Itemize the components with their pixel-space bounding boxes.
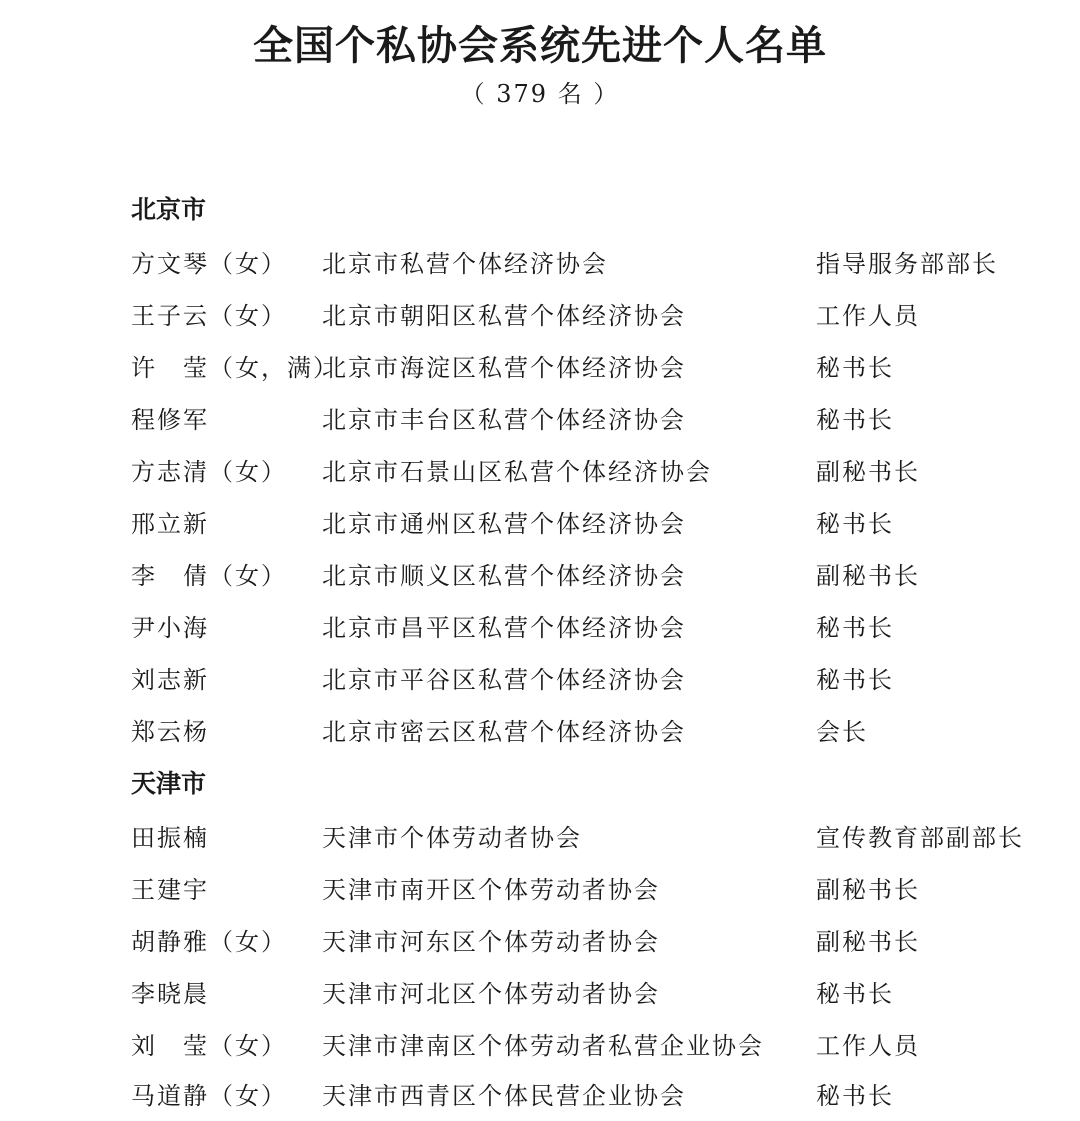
list-row [0, 556, 1080, 596]
position: 秘书长 [816, 614, 894, 642]
person-name: 刘 莹（女） [131, 1032, 287, 1060]
organization: 天津市津南区个体劳动者私营企业协会 [322, 1032, 764, 1060]
person-name: 尹小海 [131, 614, 209, 642]
page-subtitle: （ 379 名 ） [460, 80, 620, 108]
list-row [0, 452, 1080, 492]
list-row [0, 818, 1080, 858]
position: 副秘书长 [816, 562, 920, 590]
organization: 北京市私营个体经济协会 [322, 250, 608, 278]
position: 秘书长 [816, 666, 894, 694]
list-row [0, 608, 1080, 648]
section-heading-tianjin: 天津市 [131, 769, 207, 798]
list-row [0, 1076, 1080, 1116]
list-row [0, 296, 1080, 336]
list-row [0, 922, 1080, 962]
organization: 北京市丰台区私营个体经济协会 [322, 406, 686, 434]
list-row [0, 974, 1080, 1014]
person-name: 李晓晨 [131, 980, 209, 1008]
position: 会长 [816, 718, 868, 746]
organization: 北京市通州区私营个体经济协会 [322, 510, 686, 538]
person-name: 程修军 [131, 406, 209, 434]
organization: 天津市南开区个体劳动者协会 [322, 876, 660, 904]
position: 工作人员 [816, 1032, 920, 1060]
list-row [0, 1026, 1080, 1066]
position: 秘书长 [816, 510, 894, 538]
organization: 北京市顺义区私营个体经济协会 [322, 562, 686, 590]
organization: 北京市朝阳区私营个体经济协会 [322, 302, 686, 330]
list-row [0, 712, 1080, 752]
position: 工作人员 [816, 302, 920, 330]
organization: 北京市平谷区私营个体经济协会 [322, 666, 686, 694]
person-name: 胡静雅（女） [131, 928, 287, 956]
position: 秘书长 [816, 980, 894, 1008]
list-row [0, 504, 1080, 544]
person-name: 王建宇 [131, 876, 209, 904]
position: 副秘书长 [816, 876, 920, 904]
person-name: 马道静（女） [131, 1082, 287, 1110]
page-title: 全国个私协会系统先进个人名单 [253, 23, 827, 69]
list-row [0, 348, 1080, 388]
position: 指导服务部部长 [816, 250, 998, 278]
organization: 北京市密云区私营个体经济协会 [322, 718, 686, 746]
organization: 北京市昌平区私营个体经济协会 [322, 614, 686, 642]
list-row [0, 400, 1080, 440]
list-row [0, 660, 1080, 700]
person-name: 方志清（女） [131, 458, 287, 486]
organization: 天津市个体劳动者协会 [322, 824, 582, 852]
organization: 天津市西青区个体民营企业协会 [322, 1082, 686, 1110]
list-row [0, 870, 1080, 910]
section-heading-beijing: 北京市 [131, 195, 207, 224]
list-row [0, 244, 1080, 284]
organization: 天津市河北区个体劳动者协会 [322, 980, 660, 1008]
person-name: 王子云（女） [131, 302, 287, 330]
position: 副秘书长 [816, 928, 920, 956]
position: 秘书长 [816, 354, 894, 382]
organization: 北京市海淀区私营个体经济协会 [322, 354, 686, 382]
position: 秘书长 [816, 406, 894, 434]
person-name: 方文琴（女） [131, 250, 287, 278]
position: 宣传教育部副部长 [816, 824, 1024, 852]
person-name: 田振楠 [131, 824, 209, 852]
person-name: 刘志新 [131, 666, 209, 694]
position: 副秘书长 [816, 458, 920, 486]
organization: 北京市石景山区私营个体经济协会 [322, 458, 712, 486]
position: 秘书长 [816, 1082, 894, 1110]
organization: 天津市河东区个体劳动者协会 [322, 928, 660, 956]
person-name: 李 倩（女） [131, 562, 287, 590]
person-name: 邢立新 [131, 510, 209, 538]
person-name: 许 莹（女，满） [131, 354, 339, 382]
person-name: 郑云杨 [131, 718, 209, 746]
